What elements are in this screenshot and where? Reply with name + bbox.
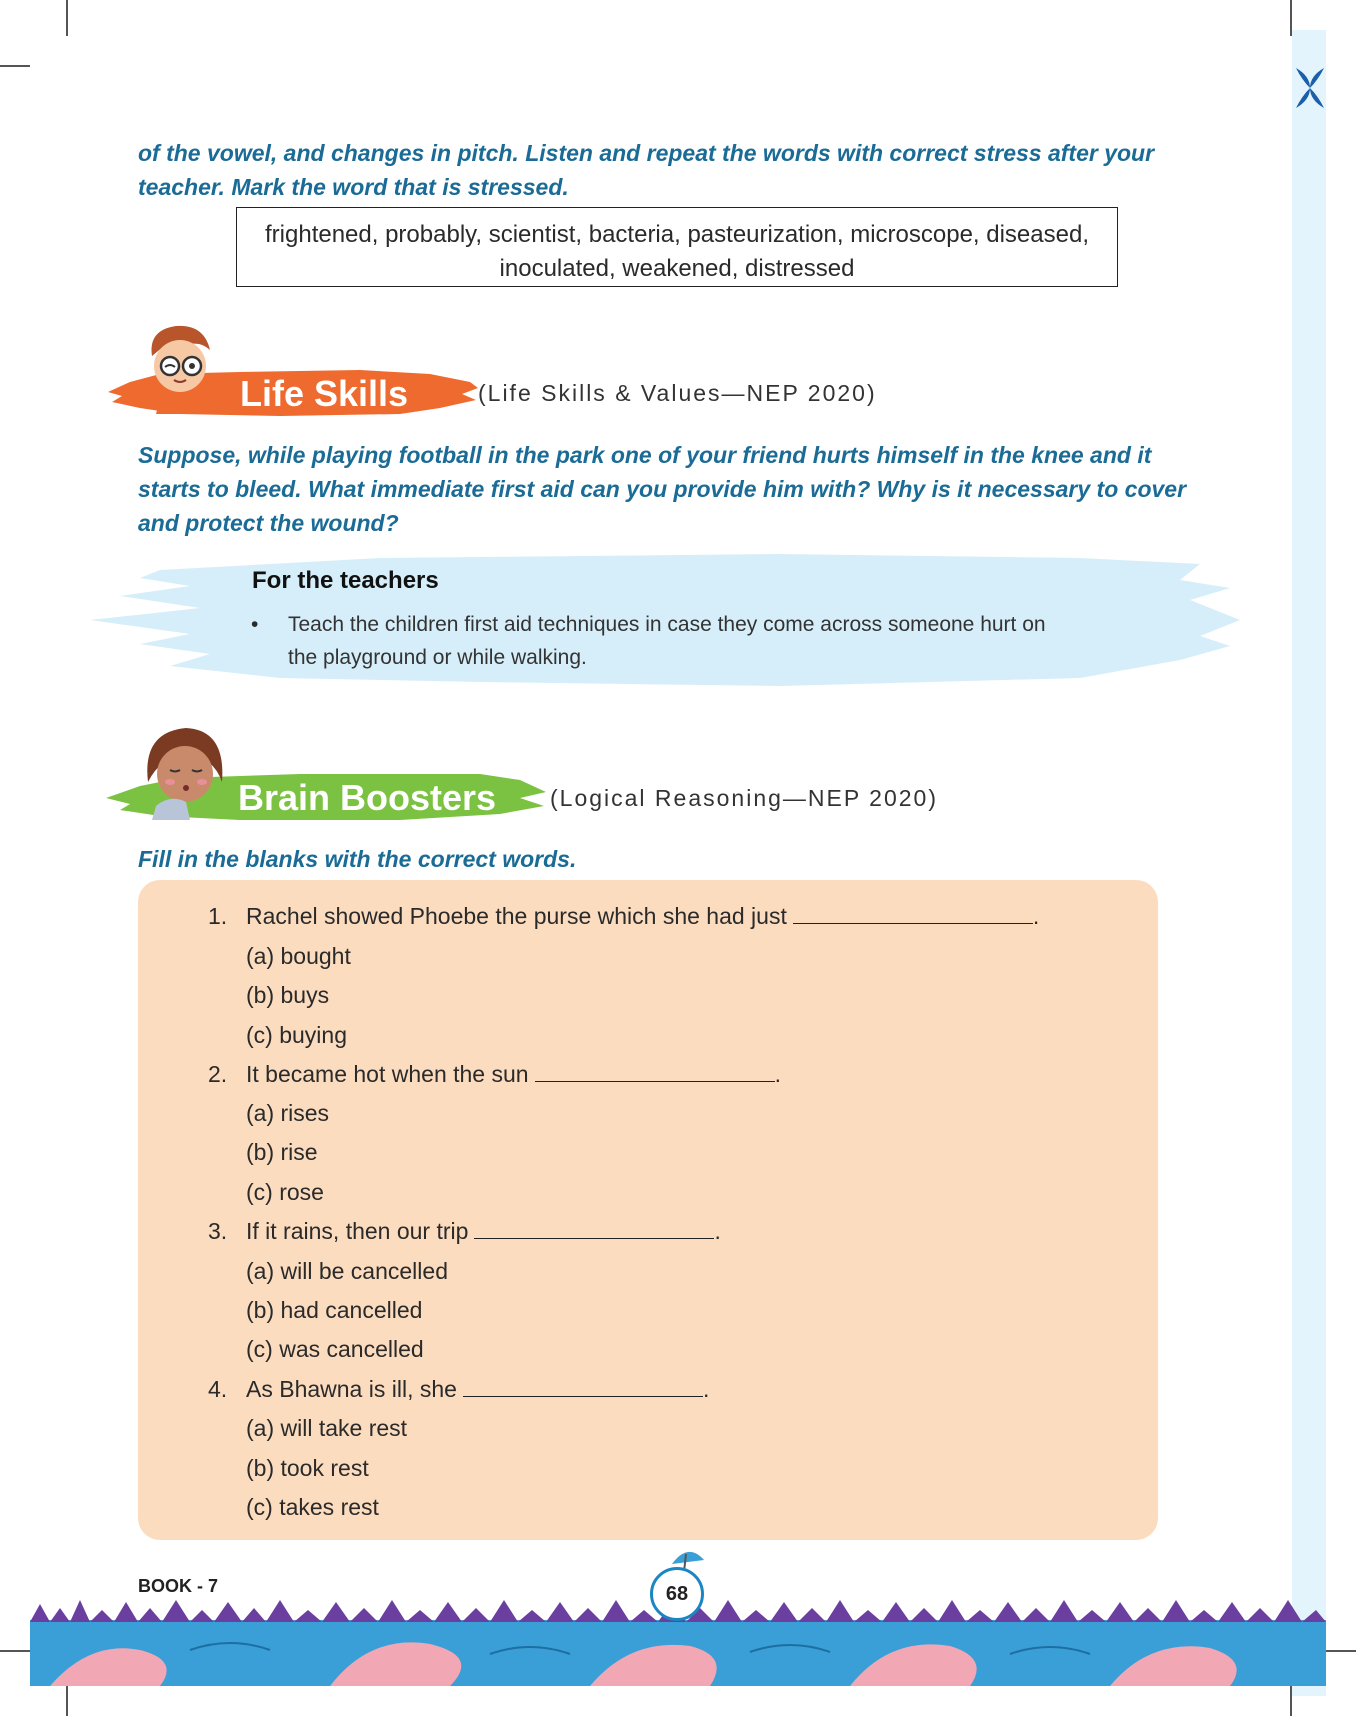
- option: (c) buying: [246, 1022, 347, 1048]
- question-number: 3.: [208, 1218, 228, 1244]
- life-skills-subtitle: (Life Skills & Values—NEP 2020): [478, 380, 877, 406]
- option: (a) rises: [246, 1100, 330, 1126]
- life-skills-title: Life Skills: [240, 373, 409, 414]
- crop-mark: [0, 1650, 30, 1652]
- teachers-heading: For the teachers: [252, 567, 439, 594]
- crop-mark: [0, 65, 30, 67]
- girl-mascot-icon: [140, 722, 230, 820]
- question-text: Rachel showed Phoebe the purse which she had just .: [246, 903, 1040, 929]
- answer-blank: [535, 1061, 775, 1082]
- book-label: BOOK - 7: [138, 1576, 219, 1596]
- publisher-logo-icon: [1292, 62, 1328, 114]
- option: (a) will be cancelled: [246, 1258, 448, 1284]
- crop-mark: [66, 0, 68, 36]
- brain-boosters-subtitle: (Logical Reasoning—NEP 2020): [550, 785, 938, 811]
- word-list-box: [236, 207, 1118, 287]
- answer-blank: [463, 1376, 703, 1397]
- page-number: 68: [650, 1567, 704, 1621]
- brain-boosters-instruction: Fill in the blanks with the correct words.: [138, 846, 577, 872]
- answer-blank: [793, 903, 1033, 924]
- option: (b) took rest: [246, 1455, 369, 1481]
- crop-mark: [1326, 1650, 1356, 1652]
- question-number: 1.: [208, 903, 228, 929]
- bullet-icon: •: [251, 613, 259, 636]
- option: (b) rise: [246, 1139, 318, 1165]
- pronunciation-instruction: of the vowel, and changes in pitch. Listen and repeat the words with correct stress after your teacher. Mark the word that is stressed.: [138, 140, 1155, 200]
- word-list-line: frightened, probably, scientist, bacteria, pasteurization, microscope, diseased,: [265, 221, 1089, 248]
- side-strip: [1292, 30, 1326, 1696]
- teachers-bullet: Teach the children first aid techniques in case they come across someone hurt on the playground or while walking.: [288, 613, 1046, 669]
- option: (b) buys: [246, 982, 330, 1008]
- option: (a) will take rest: [246, 1415, 408, 1441]
- option: (c) was cancelled: [246, 1336, 424, 1362]
- option: (a) bought: [246, 943, 351, 969]
- option: (c) rose: [246, 1179, 324, 1205]
- boy-mascot-icon: [140, 322, 220, 414]
- life-skills-question: Suppose, while playing football in the park one of your friend hurts himself in the knee and it starts to bleed. What immediate first aid can you provide him with? Why is it necessary to cover and protect the wound?: [138, 442, 1187, 536]
- option: (c) takes rest: [246, 1494, 379, 1520]
- question-number: 4.: [208, 1376, 228, 1402]
- question-text: It became hot when the sun .: [246, 1061, 781, 1087]
- answer-blank: [474, 1218, 714, 1239]
- question-number: 2.: [208, 1061, 228, 1087]
- word-list-line: inoculated, weakened, distressed: [499, 255, 855, 282]
- option: (b) had cancelled: [246, 1297, 423, 1323]
- question-text: If it rains, then our trip .: [246, 1218, 721, 1244]
- question-text: As Bhawna is ill, she .: [246, 1376, 710, 1402]
- brain-boosters-title: Brain Boosters: [238, 777, 497, 818]
